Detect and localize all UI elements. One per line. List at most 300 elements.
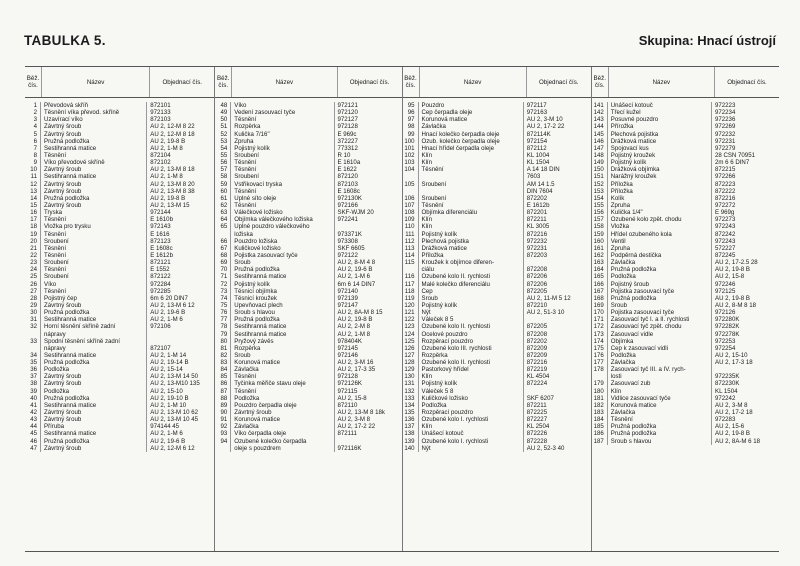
table-row — [592, 145, 779, 152]
order-number: AU 2, 19-8 B — [337, 316, 373, 324]
table-row — [403, 259, 591, 266]
part-name: Vstřikovací tryska — [231, 181, 334, 188]
order-number: AU 2, 1-M 8 — [150, 144, 183, 152]
table-row — [592, 366, 779, 373]
table-row — [403, 331, 591, 338]
table-row — [25, 373, 214, 380]
order-number: 872205 — [526, 323, 548, 331]
part-name: Klín — [419, 152, 524, 159]
order-number: AU 2, 15-14 — [150, 366, 183, 374]
part-name: Kuličkové ložisko — [231, 245, 334, 252]
part-number: 27 — [25, 288, 41, 295]
part-name: Podložka — [41, 388, 147, 395]
part-name: Šroub — [419, 295, 524, 302]
table-row — [215, 131, 401, 138]
part-name: Těsnění — [231, 188, 334, 195]
part-number: 112 — [403, 238, 419, 245]
part-number: 33 — [25, 338, 41, 345]
part-name: Pružná podložka — [41, 309, 147, 316]
part-number: 152 — [592, 181, 608, 188]
table-row — [25, 352, 214, 359]
order-number: 974144 45 — [150, 423, 180, 431]
part-name: Těsnění — [231, 202, 334, 209]
part-number: 103 — [403, 159, 419, 166]
order-number: 6m 6 20 DIN7 — [150, 294, 188, 302]
part-name: Podložka — [419, 402, 524, 409]
table-row — [25, 273, 214, 280]
order-number: AU 2, 12-M 6 12 — [150, 444, 195, 452]
part-number: 95 — [403, 102, 419, 109]
table-row — [25, 223, 214, 230]
order-number: 872245 — [715, 251, 736, 259]
part-number — [403, 188, 419, 195]
order-number: 972146 — [337, 351, 358, 359]
part-name: Unášecí kotouč — [608, 102, 712, 109]
part-number: 160 — [592, 238, 608, 245]
order-number: 972266 — [715, 173, 736, 181]
part-number: 128 — [403, 359, 419, 366]
table-row — [215, 423, 401, 430]
table-row — [403, 109, 591, 116]
part-number — [25, 331, 41, 338]
part-name: Kulička 1/4" — [608, 209, 712, 216]
order-number: SKF 6605 — [337, 244, 365, 252]
part-number: 79 — [215, 331, 231, 338]
part-name: Těsnění — [41, 231, 147, 238]
table-row — [592, 216, 779, 223]
part-name: Rozpěrací pouzdro — [419, 409, 524, 416]
order-number — [712, 366, 779, 373]
part-name: Šroub s hlavou — [608, 438, 712, 445]
table-row — [403, 309, 591, 316]
order-number: 872203 — [526, 251, 548, 259]
table-row — [25, 281, 214, 288]
part-number: 102 — [403, 152, 419, 159]
part-number: 107 — [403, 202, 419, 209]
part-number: 54 — [215, 145, 231, 152]
part-name: Převodová skříň — [41, 102, 147, 109]
part-name: Objímka diferenciálu — [419, 209, 524, 216]
part-name: Šestihranná matice — [41, 402, 147, 409]
part-name: Ozubené kolo zpět. chodu — [608, 216, 712, 223]
table-row — [25, 416, 214, 423]
order-number: AU 2, 15-10 — [715, 351, 748, 359]
table-row — [25, 181, 214, 188]
part-number: 130 — [403, 373, 419, 380]
part-number: 179 — [592, 380, 608, 387]
part-number: 185 — [592, 423, 608, 430]
table-row — [25, 438, 214, 445]
part-number: 23 — [25, 259, 41, 266]
part-name: Závrtný šroub — [41, 380, 147, 387]
order-number: 972235K — [715, 373, 740, 381]
order-number: 972241 — [337, 216, 358, 224]
part-number: 46 — [25, 438, 41, 445]
table-row — [25, 316, 214, 323]
order-number: 872201 — [526, 209, 548, 217]
table-row — [403, 302, 591, 309]
table-row — [215, 323, 401, 330]
header-name: Název — [232, 67, 337, 97]
part-number: 131 — [403, 380, 419, 387]
part-name: Závlačka — [608, 259, 712, 266]
order-number: 972128 — [337, 373, 358, 381]
table-row — [215, 209, 401, 216]
part-number: 139 — [403, 438, 419, 445]
part-number: 61 — [215, 195, 231, 202]
order-number: 872110 — [337, 401, 358, 409]
part-number: 174 — [592, 338, 608, 345]
order-number: 972106 — [150, 323, 171, 331]
part-number: 173 — [592, 331, 608, 338]
table-row — [592, 181, 779, 188]
order-number: 972246 — [715, 280, 736, 288]
part-number: 57 — [215, 166, 231, 173]
order-number: AU 2, 12-M 8 18 — [150, 130, 195, 138]
part-number: 42 — [25, 409, 41, 416]
part-number: 6 — [25, 138, 41, 145]
order-number: KL 2504 — [526, 423, 550, 431]
table-row — [403, 166, 591, 173]
table-row — [403, 345, 591, 352]
part-number: 92 — [215, 423, 231, 430]
order-number: 978404K — [337, 337, 362, 345]
order-number: 872208 — [526, 266, 548, 274]
order-number: 972243 — [715, 223, 736, 231]
table-row — [403, 366, 591, 373]
header-name: Název — [609, 67, 715, 97]
part-name: Závlačka — [608, 359, 712, 366]
part-name: Šestihranná matice — [41, 352, 147, 359]
part-name: Šroubení — [41, 238, 147, 245]
header-number: Běž. čís. — [592, 67, 609, 97]
part-name: Čep čerpadla oleje — [419, 109, 524, 116]
order-number — [524, 316, 591, 323]
part-name: Pojistný šroub — [608, 281, 712, 288]
part-number: 133 — [403, 395, 419, 402]
part-number: 100 — [403, 138, 419, 145]
part-number — [403, 173, 419, 180]
table-row — [403, 373, 591, 380]
table-row — [25, 245, 214, 252]
part-number: 12 — [25, 181, 41, 188]
table-row — [25, 216, 214, 223]
part-name: Šroub s hlavou — [231, 309, 334, 316]
order-number: 872114K — [526, 130, 551, 138]
table-row — [25, 380, 214, 387]
header-order-no: Objednací čís. — [538, 78, 579, 86]
order-number: 972125 — [715, 287, 736, 295]
table-row — [592, 252, 779, 259]
order-number: 972223 — [715, 102, 736, 109]
part-number: 180 — [592, 388, 608, 395]
part-number: 172 — [592, 323, 608, 330]
part-name: Pojistný čep — [41, 295, 147, 302]
part-name: Vedení zasouvací tyče — [231, 109, 334, 116]
order-number — [147, 331, 214, 338]
table-row — [592, 188, 779, 195]
table-row — [592, 331, 779, 338]
part-number: 13 — [25, 188, 41, 195]
table-row — [215, 281, 401, 288]
table-row — [403, 380, 591, 387]
part-number: 14 — [25, 195, 41, 202]
part-name: Pružná podložka — [41, 359, 147, 366]
part-name: Horní těsnění skříně zadní — [41, 323, 147, 330]
part-number: 8 — [25, 152, 41, 159]
order-number: 872103 — [150, 116, 171, 124]
table-row — [592, 152, 779, 159]
part-number: 164 — [592, 266, 608, 273]
part-number: 132 — [403, 388, 419, 395]
table-row — [592, 266, 779, 273]
table-row — [403, 116, 591, 123]
table-row — [215, 202, 401, 209]
table-row — [592, 202, 779, 209]
table-row — [592, 395, 779, 402]
part-name: Klín — [419, 159, 524, 166]
order-number: 872226 — [526, 430, 548, 438]
part-name: Spodní těsnění skříně zadní — [41, 338, 147, 345]
table-row — [403, 409, 591, 416]
part-name: Těsnění — [41, 216, 147, 223]
table-row — [25, 338, 214, 345]
part-name: Pružná podložka — [41, 438, 147, 445]
part-name: Víko — [41, 281, 147, 288]
part-name: Těsnění — [41, 252, 147, 259]
table-row — [403, 181, 591, 188]
part-name: Těsnění — [608, 416, 712, 423]
table-row — [403, 173, 591, 180]
part-number: 142 — [592, 109, 608, 116]
order-number: 872211 — [526, 401, 547, 409]
order-number: 872224 — [526, 380, 548, 388]
table-row — [592, 359, 779, 366]
part-name: Ozubené kolo II. rychlosti — [419, 273, 524, 280]
part-number: 136 — [403, 416, 419, 423]
part-name: Šestihranná matice — [231, 323, 334, 330]
part-name: Objímka — [608, 338, 712, 345]
table-row — [215, 238, 401, 245]
order-number: 372227 — [337, 137, 358, 145]
part-number: 15 — [25, 202, 41, 209]
table-row — [215, 288, 401, 295]
order-number: AU 2, 3-M 8 — [715, 401, 748, 409]
part-name: Pryžový závěs — [231, 338, 334, 345]
part-number: 49 — [215, 109, 231, 116]
table-row — [592, 195, 779, 202]
part-number: 72 — [215, 281, 231, 288]
table-row — [25, 323, 214, 330]
part-name: Pojistný kolík — [419, 380, 524, 387]
part-name: Šestihranná matice — [231, 273, 334, 280]
part-name: Těsnicí kroužek — [231, 295, 334, 302]
part-name: Plechová pojistka — [419, 238, 524, 245]
table-row — [592, 109, 779, 116]
order-number: 872208 — [526, 330, 548, 338]
order-number: 872227 — [526, 416, 548, 424]
table-row — [403, 216, 591, 223]
order-number: 872120 — [337, 173, 358, 181]
table-row — [592, 223, 779, 230]
table-row — [592, 166, 779, 173]
part-name: Zasouvací vidle — [608, 331, 712, 338]
column-header — [592, 67, 779, 98]
order-number: 972147 — [337, 301, 358, 309]
part-number: 48 — [215, 102, 231, 109]
part-name: Zasouvací tyč I. a II. rychlosti — [608, 316, 712, 323]
order-number: 872225 — [526, 409, 548, 417]
order-number: AU 2, 12-M 8 22 — [150, 123, 195, 131]
part-number: 1 — [25, 102, 41, 109]
order-number: 972144 — [150, 209, 171, 217]
part-number: 91 — [215, 416, 231, 423]
part-name: Váleček 8 5 — [419, 316, 524, 323]
table-row — [403, 188, 591, 195]
part-number: 50 — [215, 116, 231, 123]
part-number: 184 — [592, 416, 608, 423]
part-number: 159 — [592, 231, 608, 238]
table-row — [215, 216, 401, 223]
part-number: 156 — [592, 209, 608, 216]
order-number: AU 2, 15-8 — [715, 273, 745, 281]
order-number: E 1622 — [337, 166, 357, 174]
table-row — [215, 102, 401, 109]
part-name: Klín — [419, 216, 524, 223]
part-name: Rozpěrací pouzdro — [419, 338, 524, 345]
part-number — [215, 445, 231, 452]
table-row — [592, 238, 779, 245]
order-number: 2m 6 6 DIN7 — [715, 159, 750, 167]
part-number: 85 — [215, 373, 231, 380]
table-row — [25, 259, 214, 266]
table-row — [25, 388, 214, 395]
order-number: 972272 — [715, 201, 736, 209]
part-name: Pojistný kolík — [231, 281, 334, 288]
part-number: 21 — [25, 245, 41, 252]
parts-table — [25, 66, 779, 552]
order-number: E 1610b — [150, 216, 173, 224]
table-row — [592, 209, 779, 216]
part-name — [419, 173, 524, 180]
part-number: 29 — [25, 302, 41, 309]
order-number: 972231 — [526, 244, 548, 252]
order-number: 972145 — [337, 344, 358, 352]
order-number: 872101 — [150, 102, 171, 109]
order-number: AU 2, 13-M 8 38 — [150, 187, 195, 195]
part-name: Těsnění — [231, 159, 334, 166]
order-number: 872209 — [526, 344, 548, 352]
part-number: 125 — [403, 338, 419, 345]
table-row — [592, 273, 779, 280]
order-number: E 1608c — [337, 187, 360, 195]
table-row — [215, 181, 401, 188]
part-name: Posuvné pouzdro — [608, 116, 712, 123]
order-number: AU 2, 1-M 6 — [150, 316, 183, 324]
column-header — [25, 67, 214, 98]
order-number: 872202 — [526, 194, 548, 202]
part-number: 75 — [215, 302, 231, 309]
part-name: oleje s pouzdrem — [231, 445, 334, 452]
order-number: AU 2, 13-M 8 20 — [150, 180, 195, 188]
table-row — [592, 402, 779, 409]
table-row — [592, 316, 779, 323]
table-row — [25, 430, 214, 437]
table-row — [592, 423, 779, 430]
order-number: 872206 — [526, 280, 548, 288]
order-number: AU 2, 1-M 10 — [150, 401, 187, 409]
part-name: Pružná podložka — [41, 195, 147, 202]
part-name: Kuličkové ložisko — [419, 395, 524, 402]
order-number — [147, 338, 214, 345]
order-number: AU 2, 17-2 22 — [337, 423, 376, 431]
order-number: AU 2, 19-6 B — [150, 309, 186, 317]
part-number: 181 — [592, 395, 608, 402]
order-number: 972116K — [337, 444, 362, 452]
table-row — [215, 359, 401, 366]
part-name: Podložka — [608, 273, 712, 280]
part-name: Korunová matice — [419, 116, 524, 123]
part-name: Pouzdro ložiska — [231, 238, 334, 245]
part-name: Hnací kolečko čerpadla oleje — [419, 131, 524, 138]
order-number: 972231 — [715, 137, 736, 145]
part-number: 177 — [592, 359, 608, 366]
part-name: Klín — [608, 388, 712, 395]
part-number: 30 — [25, 309, 41, 316]
part-number: 83 — [215, 359, 231, 366]
table-row — [592, 245, 779, 252]
order-number: 7603 — [526, 173, 541, 181]
order-number: E 1616 — [150, 230, 170, 238]
part-number: 187 — [592, 438, 608, 445]
order-number: 972122 — [337, 251, 358, 259]
order-number: AU 2, 1-M 14 — [150, 351, 187, 359]
part-number: 129 — [403, 366, 419, 373]
part-name: Šestihranná matice — [41, 430, 147, 437]
table-row — [592, 159, 779, 166]
part-name: Pružná podložka — [608, 266, 712, 273]
order-number: 972166 — [337, 201, 358, 209]
group-title: Skupina: Hnací ústrojí — [638, 33, 776, 48]
table-row — [215, 109, 401, 116]
table-row — [25, 159, 214, 166]
part-number: 168 — [592, 295, 608, 302]
part-name: Ozubené kolo II. rychlosti — [419, 323, 524, 330]
table-row — [215, 445, 401, 452]
table-row — [215, 266, 401, 273]
part-name: Drážková objímka — [608, 166, 712, 173]
part-name: Drážková matice — [608, 138, 712, 145]
part-number: 169 — [592, 302, 608, 309]
part-name: Šroub — [608, 302, 712, 309]
order-number — [524, 388, 591, 395]
order-number: 972269 — [715, 123, 736, 131]
order-number: AU 2, 17-2 18 — [715, 409, 753, 417]
table-row — [215, 116, 401, 123]
table-row — [25, 395, 214, 402]
part-name: Pojistný kolík — [231, 145, 334, 152]
part-number: 116 — [403, 273, 419, 280]
table-row — [215, 373, 401, 380]
part-name: Pastorkový hřídel — [419, 366, 524, 373]
part-name: Závrtný šroub — [41, 202, 147, 209]
part-name: Klín — [419, 373, 524, 380]
table-row — [215, 395, 401, 402]
order-number: E 1610a — [337, 159, 361, 167]
table-row — [403, 281, 591, 288]
table-row — [215, 409, 401, 416]
part-number: 163 — [592, 259, 608, 266]
